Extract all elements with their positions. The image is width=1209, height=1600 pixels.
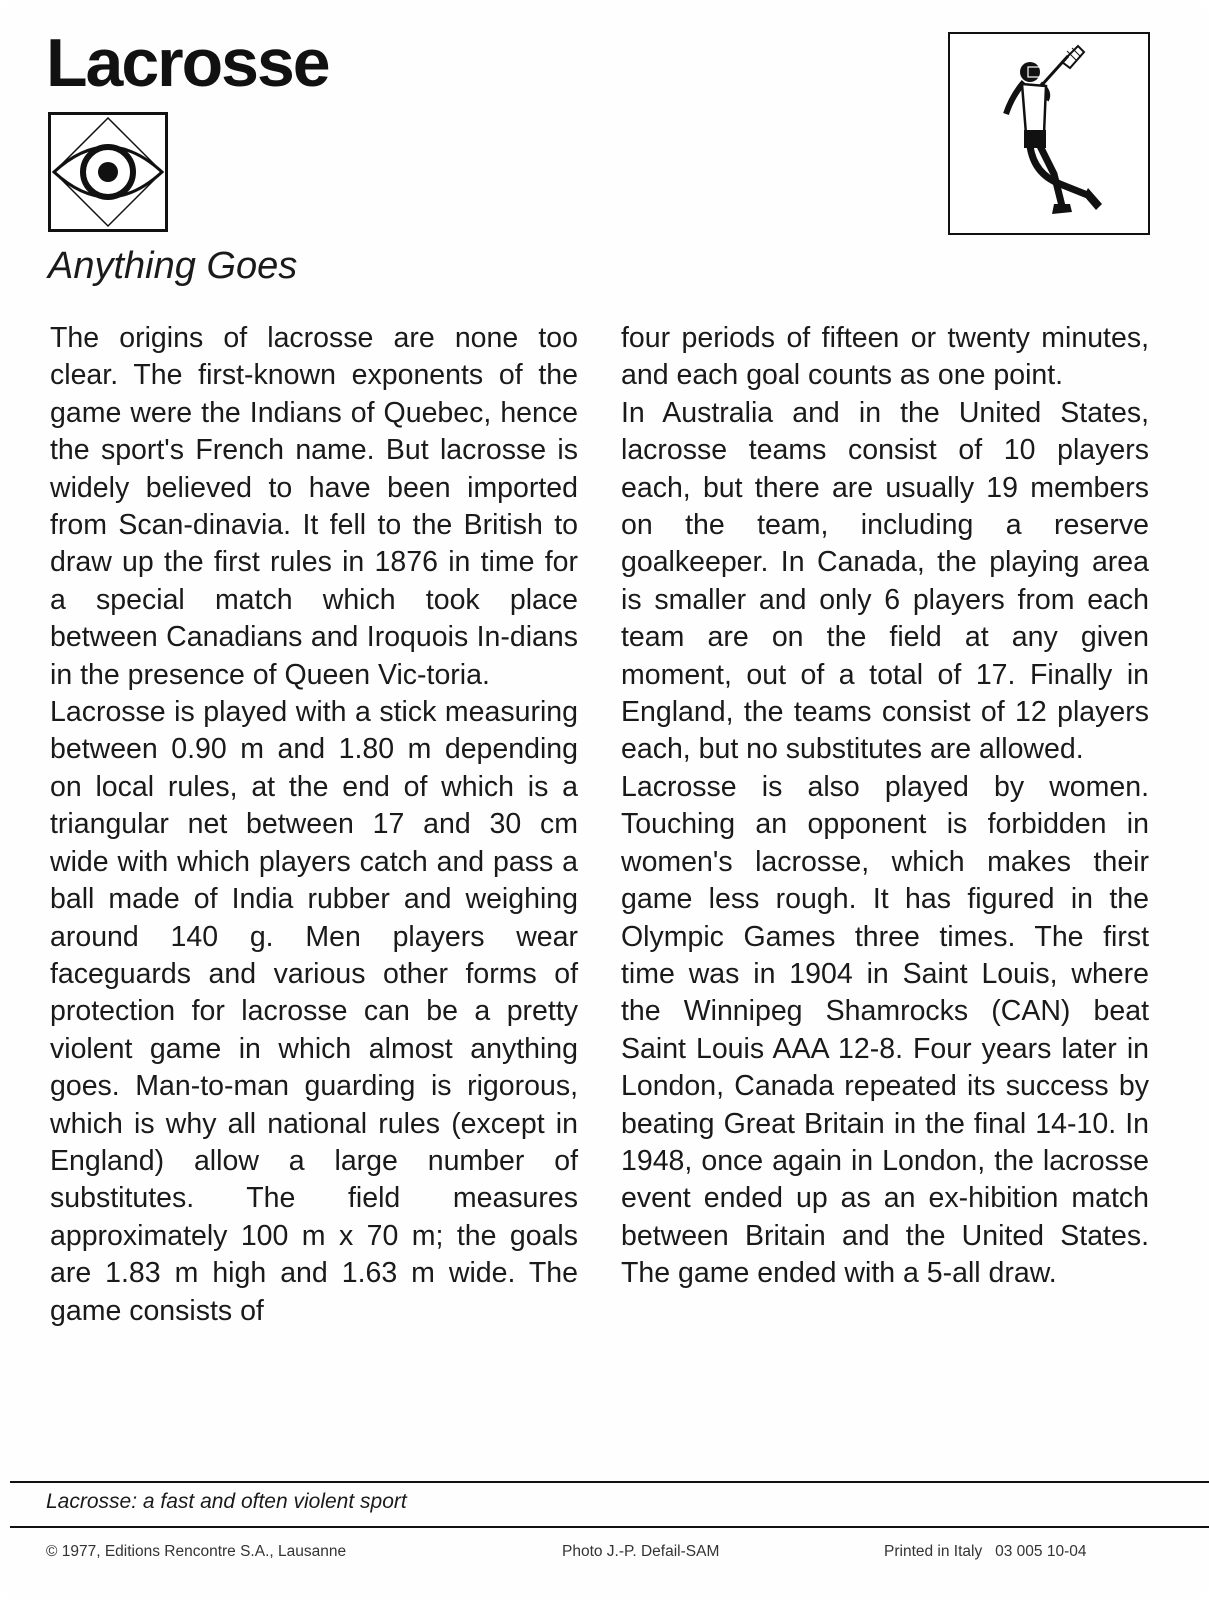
lacrosse-player-icon: [948, 32, 1150, 235]
paragraph: In Australia and in the United States, lacrosse teams consist of 10 players each, but there are usually 19 members on the team, including a reserve goalkeeper. In Canada, the playing area is smaller and only 6 players from each team are on the field at any given moment, out of a total of 17. Finally in England, the teams consist of 12 players each, but no substitutes are allowed.: [621, 396, 1149, 766]
divider: [10, 1526, 1209, 1528]
paragraph: The origins of lacrosse are none too clear. The first-known exponents of the game were the Indians of Quebec, hence the sport's French name. But lacrosse is widely believed to have been imported from Scan-dinavia. It fell to the British to draw up the first rules in 1876 in time for a special match which took place between Canadians and Iroquois In-dians in the presence of Queen Vic-toria.: [50, 322, 578, 691]
photo-caption: Lacrosse: a fast and often violent sport: [46, 1490, 407, 1513]
paragraph: Lacrosse is played with a stick measuring between 0.90 m and 1.80 m depending on local rules, at the end of which is a triangular net between 17 and 30 cm wide with which players catch and pass a ball made of India rubber and weighing around 140 g. Men players wear faceguards and various other forms of protection for lacrosse can be a pretty violent game in which almost anything goes. Man-to-man guarding is rigorous, which is why all national rules (except in England) allow a large number of substitutes. The field measures approximately 100 m x 70 m; the goals are 1.83 m high and 1.63 m wide. The game consists of: [50, 696, 578, 1327]
card-title: Lacrosse: [46, 25, 329, 101]
target-eye-icon: [48, 112, 168, 232]
text-column-right: [621, 320, 1149, 1293]
print-info: Printed in Italy 03 005 10-04: [884, 1543, 1087, 1560]
copyright-text: © 1977, Editions Rencontre S.A., Lausanne: [46, 1543, 347, 1560]
text-column-left: [50, 320, 578, 1330]
paragraph: Lacrosse is also played by women. Touching an opponent is forbidden in women's lacrosse, which makes their game less rough. It has figured in the Olympic Games three times. The first time was in 1904 in Saint Louis, where the Winnipeg Shamrocks (CAN) beat Saint Louis AAA 12-8. Four years later in London, Canada repeated its success by beating Great Britain in the final 14-10. In 1948, once again in London, the lacrosse event ended up as an ex-hibition match between Britain and the United States. The game ended with a 5-all draw.: [621, 770, 1149, 1290]
paragraph: four periods of fifteen or twenty minutes, and each goal counts as one point.: [621, 322, 1149, 392]
card-subtitle: Anything Goes: [48, 245, 298, 287]
divider: [10, 1481, 1209, 1483]
photo-credit: Photo J.-P. Defail-SAM: [562, 1543, 720, 1560]
